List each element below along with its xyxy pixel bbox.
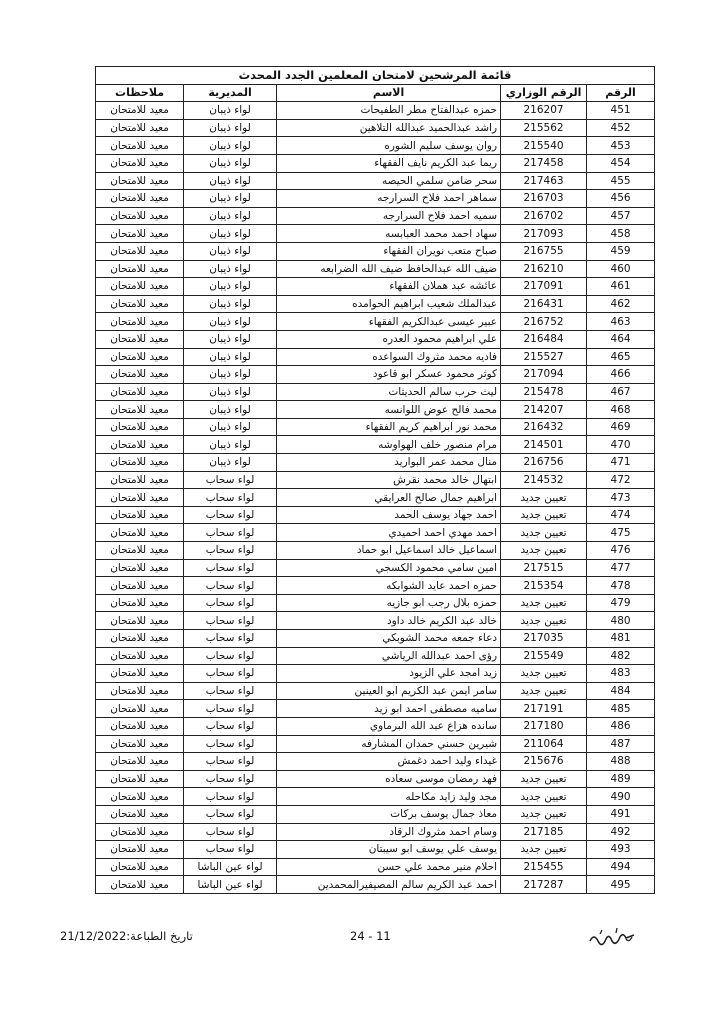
signature-image (586, 925, 638, 949)
cell-name: روان يوسف سليم الشوره (277, 137, 501, 155)
cell-notes: معيد للامتحان (96, 594, 184, 612)
cell-number: 476 (587, 542, 655, 560)
cell-directorate: لواء ذيبان (184, 260, 277, 278)
candidates-table (95, 66, 655, 894)
cell-ministry-number: 216210 (501, 260, 587, 278)
cell-number: 473 (587, 489, 655, 507)
cell-number: 489 (587, 770, 655, 788)
table-row (96, 630, 655, 648)
cell-name: ساميه مصطفى احمد ابو زيد (277, 700, 501, 718)
cell-notes: معيد للامتحان (96, 805, 184, 823)
table-row (96, 242, 655, 260)
cell-number: 477 (587, 559, 655, 577)
cell-name: احمد جهاد يوسف الحمد (277, 506, 501, 524)
cell-name: يوسف علي يوسف ابو سيبتان (277, 841, 501, 859)
cell-notes: معيد للامتحان (96, 225, 184, 243)
cell-notes: معيد للامتحان (96, 401, 184, 419)
cell-name: رؤى احمد عبدالله الرياشي (277, 647, 501, 665)
cell-name: راشد عبدالحميد عبدالله التلاهين (277, 119, 501, 137)
cell-name: اسماعيل خالد اسماعيل ابو حماد (277, 542, 501, 560)
cell-notes: معيد للامتحان (96, 295, 184, 313)
table-body (96, 102, 655, 894)
cell-directorate: لواء سحاب (184, 735, 277, 753)
cell-notes: معيد للامتحان (96, 841, 184, 859)
cell-number: 487 (587, 735, 655, 753)
cell-notes: معيد للامتحان (96, 278, 184, 296)
cell-number: 494 (587, 858, 655, 876)
cell-ministry-number: 214207 (501, 401, 587, 419)
cell-name: محمد نور ابراهيم كريم الفقهاء (277, 418, 501, 436)
cell-number: 459 (587, 242, 655, 260)
cell-ministry-number: 216703 (501, 190, 587, 208)
cell-number: 493 (587, 841, 655, 859)
cell-ministry-number: تعيين جديد (501, 805, 587, 823)
cell-name: ابراهيم جمال صالح العرايقي (277, 489, 501, 507)
table-row (96, 559, 655, 577)
table-row (96, 366, 655, 384)
cell-ministry-number: تعيين جديد (501, 506, 587, 524)
table-row (96, 612, 655, 630)
cell-directorate: لواء سحاب (184, 805, 277, 823)
cell-number: 480 (587, 612, 655, 630)
table-row (96, 348, 655, 366)
cell-directorate: لواء سحاب (184, 788, 277, 806)
table-row (96, 172, 655, 190)
cell-ministry-number: 217191 (501, 700, 587, 718)
table-row (96, 313, 655, 331)
cell-ministry-number: تعيين جديد (501, 682, 587, 700)
cell-notes: معيد للامتحان (96, 665, 184, 683)
cell-number: 454 (587, 154, 655, 172)
table-row (96, 524, 655, 542)
cell-number: 490 (587, 788, 655, 806)
table-row (96, 665, 655, 683)
cell-number: 470 (587, 436, 655, 454)
cell-notes: معيد للامتحان (96, 454, 184, 472)
cell-ministry-number: تعيين جديد (501, 542, 587, 560)
cell-name: غيداء وليد احمد دغمش (277, 753, 501, 771)
table-row (96, 278, 655, 296)
cell-ministry-number: تعيين جديد (501, 665, 587, 683)
cell-directorate: لواء سحاب (184, 665, 277, 683)
table-row (96, 682, 655, 700)
cell-ministry-number: 216431 (501, 295, 587, 313)
cell-notes: معيد للامتحان (96, 700, 184, 718)
cell-directorate: لواء ذيبان (184, 330, 277, 348)
cell-number: 466 (587, 366, 655, 384)
cell-number: 478 (587, 577, 655, 595)
cell-notes: معيد للامتحان (96, 137, 184, 155)
cell-directorate: لواء سحاب (184, 542, 277, 560)
cell-notes: معيد للامتحان (96, 506, 184, 524)
table-row (96, 594, 655, 612)
table-row (96, 454, 655, 472)
cell-ministry-number: 216755 (501, 242, 587, 260)
cell-notes: معيد للامتحان (96, 612, 184, 630)
cell-number: 471 (587, 454, 655, 472)
cell-name: كوثر محمود عسكر ابو قاعود (277, 366, 501, 384)
cell-number: 469 (587, 418, 655, 436)
cell-number: 468 (587, 401, 655, 419)
cell-directorate: لواء سحاب (184, 594, 277, 612)
cell-directorate: لواء سحاب (184, 559, 277, 577)
cell-directorate: لواء ذيبان (184, 418, 277, 436)
cell-notes: معيد للامتحان (96, 788, 184, 806)
cell-notes: معيد للامتحان (96, 471, 184, 489)
cell-number: 475 (587, 524, 655, 542)
header-notes: ملاحظات (96, 84, 184, 102)
cell-notes: معيد للامتحان (96, 770, 184, 788)
cell-directorate: لواء عين الباشا (184, 876, 277, 894)
cell-directorate: لواء سحاب (184, 612, 277, 630)
cell-name: فاديه محمد مثروك السواعده (277, 348, 501, 366)
cell-directorate: لواء ذيبان (184, 454, 277, 472)
cell-notes: معيد للامتحان (96, 823, 184, 841)
cell-directorate: لواء سحاب (184, 471, 277, 489)
cell-notes: معيد للامتحان (96, 577, 184, 595)
cell-notes: معيد للامتحان (96, 647, 184, 665)
cell-number: 456 (587, 190, 655, 208)
cell-name: امين سامي محمود الكسجي (277, 559, 501, 577)
cell-notes: معيد للامتحان (96, 717, 184, 735)
cell-name: صباح متعب نويران الفقهاء (277, 242, 501, 260)
cell-number: 462 (587, 295, 655, 313)
cell-name: خالد عبد الكريم خالد داود (277, 612, 501, 630)
cell-name: سحر ضامن سلمي الحيصه (277, 172, 501, 190)
cell-notes: معيد للامتحان (96, 154, 184, 172)
table-row (96, 102, 655, 120)
cell-name: سهاد احمد محمد العبابسه (277, 225, 501, 243)
cell-directorate: لواء ذيبان (184, 383, 277, 401)
cell-directorate: لواء ذيبان (184, 154, 277, 172)
cell-ministry-number: تعيين جديد (501, 594, 587, 612)
cell-number: 485 (587, 700, 655, 718)
cell-number: 451 (587, 102, 655, 120)
cell-ministry-number: 215455 (501, 858, 587, 876)
cell-notes: معيد للامتحان (96, 260, 184, 278)
cell-number: 452 (587, 119, 655, 137)
cell-directorate: لواء ذيبان (184, 366, 277, 384)
cell-ministry-number: 217287 (501, 876, 587, 894)
cell-name: محمد فالح عوض اللوانسه (277, 401, 501, 419)
cell-notes: معيد للامتحان (96, 753, 184, 771)
table-row (96, 225, 655, 243)
cell-notes: معيد للامتحان (96, 242, 184, 260)
cell-name: حمزه عبدالفتاح مطر الطفيحات (277, 102, 501, 120)
cell-ministry-number: تعيين جديد (501, 524, 587, 542)
cell-directorate: لواء ذيبان (184, 278, 277, 296)
cell-notes: معيد للامتحان (96, 735, 184, 753)
cell-ministry-number: تعيين جديد (501, 612, 587, 630)
table-row (96, 207, 655, 225)
table-row (96, 418, 655, 436)
cell-number: 463 (587, 313, 655, 331)
cell-directorate: لواء ذيبان (184, 348, 277, 366)
cell-name: حمزه بلال رجب ابو جازيه (277, 594, 501, 612)
cell-name: علي ابراهيم محمود العدره (277, 330, 501, 348)
cell-ministry-number: 216432 (501, 418, 587, 436)
table-row (96, 401, 655, 419)
table-row (96, 436, 655, 454)
cell-name: ضيف الله عبدالحافظ ضيف الله الضرابعه (277, 260, 501, 278)
table-row (96, 770, 655, 788)
cell-directorate: لواء سحاب (184, 700, 277, 718)
cell-ministry-number: 217515 (501, 559, 587, 577)
cell-directorate: لواء ذيبان (184, 242, 277, 260)
cell-name: وسام احمد مثروك الرقاد (277, 823, 501, 841)
table-row (96, 735, 655, 753)
cell-ministry-number: 216756 (501, 454, 587, 472)
cell-ministry-number: 215540 (501, 137, 587, 155)
cell-directorate: لواء سحاب (184, 577, 277, 595)
table-header-row (96, 84, 655, 102)
cell-ministry-number: تعيين جديد (501, 788, 587, 806)
cell-notes: معيد للامتحان (96, 630, 184, 648)
cell-directorate: لواء ذيبان (184, 295, 277, 313)
cell-name: عائشه عبد هملان الفقهاء (277, 278, 501, 296)
cell-directorate: لواء سحاب (184, 630, 277, 648)
cell-name: فهد رمضان موسى سعاده (277, 770, 501, 788)
cell-name: معاذ جمال يوسف بركات (277, 805, 501, 823)
cell-ministry-number: 217185 (501, 823, 587, 841)
cell-directorate: لواء ذيبان (184, 190, 277, 208)
table-row (96, 506, 655, 524)
cell-directorate: لواء ذيبان (184, 172, 277, 190)
cell-directorate: لواء سحاب (184, 753, 277, 771)
cell-ministry-number: 214501 (501, 436, 587, 454)
table-row (96, 788, 655, 806)
cell-directorate: لواء ذيبان (184, 313, 277, 331)
cell-number: 486 (587, 717, 655, 735)
cell-directorate: لواء سحاب (184, 841, 277, 859)
table-row (96, 542, 655, 560)
cell-ministry-number: 216207 (501, 102, 587, 120)
cell-name: احمد عبد الكريم سالم المصيفيرالمحمدين (277, 876, 501, 894)
table-row (96, 647, 655, 665)
cell-name: مرام منصور خلف الهواوشه (277, 436, 501, 454)
cell-number: 460 (587, 260, 655, 278)
cell-ministry-number: تعيين جديد (501, 489, 587, 507)
cell-ministry-number: 214532 (501, 471, 587, 489)
cell-notes: معيد للامتحان (96, 858, 184, 876)
cell-notes: معيد للامتحان (96, 313, 184, 331)
table-row (96, 753, 655, 771)
cell-directorate: لواء ذيبان (184, 436, 277, 454)
cell-number: 453 (587, 137, 655, 155)
table-row (96, 383, 655, 401)
cell-directorate: لواء سحاب (184, 717, 277, 735)
cell-directorate: لواء عين الباشا (184, 858, 277, 876)
cell-directorate: لواء سحاب (184, 647, 277, 665)
cell-number: 465 (587, 348, 655, 366)
cell-name: دعاء جمعه محمد الشوبكي (277, 630, 501, 648)
cell-ministry-number: 216484 (501, 330, 587, 348)
cell-notes: معيد للامتحان (96, 876, 184, 894)
cell-name: ابتهال خالد محمد نقرش (277, 471, 501, 489)
header-number: الرقم (587, 84, 655, 102)
cell-directorate: لواء سحاب (184, 506, 277, 524)
table-row (96, 330, 655, 348)
cell-ministry-number: تعيين جديد (501, 770, 587, 788)
cell-number: 488 (587, 753, 655, 771)
cell-ministry-number: 217035 (501, 630, 587, 648)
cell-number: 455 (587, 172, 655, 190)
cell-directorate: لواء ذيبان (184, 225, 277, 243)
cell-number: 458 (587, 225, 655, 243)
table-row (96, 858, 655, 876)
cell-number: 484 (587, 682, 655, 700)
cell-notes: معيد للامتحان (96, 436, 184, 454)
cell-notes: معيد للامتحان (96, 119, 184, 137)
cell-ministry-number: 211064 (501, 735, 587, 753)
cell-ministry-number: 215527 (501, 348, 587, 366)
cell-ministry-number: 215562 (501, 119, 587, 137)
cell-name: احمد مهدي احمد احميدي (277, 524, 501, 542)
cell-ministry-number: 216752 (501, 313, 587, 331)
cell-notes: معيد للامتحان (96, 366, 184, 384)
cell-ministry-number: 215676 (501, 753, 587, 771)
cell-ministry-number: 215354 (501, 577, 587, 595)
table-title: قائمة المرشحين لامتحان المعلمين الجدد المحدث (96, 67, 655, 85)
cell-name: سانده هزاع عبد الله البرماوي (277, 717, 501, 735)
page-footer (0, 925, 724, 949)
cell-directorate: لواء سحاب (184, 682, 277, 700)
cell-number: 483 (587, 665, 655, 683)
cell-number: 482 (587, 647, 655, 665)
table-row (96, 119, 655, 137)
cell-number: 492 (587, 823, 655, 841)
cell-number: 461 (587, 278, 655, 296)
page-number: 24 - 11 (350, 929, 391, 943)
cell-notes: معيد للامتحان (96, 559, 184, 577)
table-row (96, 190, 655, 208)
cell-directorate: لواء ذيبان (184, 119, 277, 137)
table-row (96, 841, 655, 859)
cell-name: زيد امجد علي الزيود (277, 665, 501, 683)
cell-directorate: لواء ذيبان (184, 137, 277, 155)
cell-notes: معيد للامتحان (96, 682, 184, 700)
table-row (96, 295, 655, 313)
cell-directorate: لواء سحاب (184, 524, 277, 542)
cell-name: سماهر احمد فلاح السرارجه (277, 190, 501, 208)
cell-directorate: لواء ذيبان (184, 401, 277, 419)
table-row (96, 700, 655, 718)
cell-name: حمزه احمد عايد الشوابكه (277, 577, 501, 595)
cell-notes: معيد للامتحان (96, 330, 184, 348)
cell-name: سامر ايمن عبد الكريم ابو العينين (277, 682, 501, 700)
cell-notes: معيد للامتحان (96, 542, 184, 560)
table-row (96, 805, 655, 823)
cell-ministry-number: 215478 (501, 383, 587, 401)
cell-notes: معيد للامتحان (96, 524, 184, 542)
cell-directorate: لواء سحاب (184, 489, 277, 507)
print-date: تاريخ الطباعة:21/12/2022 (60, 929, 193, 943)
cell-ministry-number: 217458 (501, 154, 587, 172)
cell-name: احلام منير محمد علي حسن (277, 858, 501, 876)
cell-notes: معيد للامتحان (96, 172, 184, 190)
cell-ministry-number: 217094 (501, 366, 587, 384)
cell-number: 495 (587, 876, 655, 894)
table-row (96, 577, 655, 595)
cell-ministry-number: 217091 (501, 278, 587, 296)
header-directorate: المديرية (184, 84, 277, 102)
cell-notes: معيد للامتحان (96, 489, 184, 507)
table-row (96, 717, 655, 735)
cell-number: 467 (587, 383, 655, 401)
cell-ministry-number: 217180 (501, 717, 587, 735)
cell-notes: معيد للامتحان (96, 418, 184, 436)
cell-number: 464 (587, 330, 655, 348)
header-name: الاسم (277, 84, 501, 102)
cell-directorate: لواء ذيبان (184, 102, 277, 120)
cell-ministry-number: 216702 (501, 207, 587, 225)
cell-notes: معيد للامتحان (96, 348, 184, 366)
cell-name: سميه احمد فلاح السرارجه (277, 207, 501, 225)
table-row (96, 137, 655, 155)
cell-number: 472 (587, 471, 655, 489)
cell-notes: معيد للامتحان (96, 207, 184, 225)
cell-directorate: لواء ذيبان (184, 207, 277, 225)
cell-directorate: لواء سحاب (184, 770, 277, 788)
table-row (96, 489, 655, 507)
cell-number: 481 (587, 630, 655, 648)
cell-name: ريما عبد الكريم نايف الفقهاء (277, 154, 501, 172)
cell-ministry-number: 215549 (501, 647, 587, 665)
cell-notes: معيد للامتحان (96, 383, 184, 401)
table-row (96, 471, 655, 489)
table-row (96, 876, 655, 894)
cell-name: عبير عيسى عبدالكريم الفقهاء (277, 313, 501, 331)
table-row (96, 154, 655, 172)
cell-notes: معيد للامتحان (96, 102, 184, 120)
cell-number: 491 (587, 805, 655, 823)
cell-name: عبدالملك شعيب ابراهيم الحوامده (277, 295, 501, 313)
cell-number: 479 (587, 594, 655, 612)
header-ministry-number: الرقم الوزاري (501, 84, 587, 102)
cell-name: ليث حرب سالم الحديثات (277, 383, 501, 401)
cell-ministry-number: 217463 (501, 172, 587, 190)
cell-number: 474 (587, 506, 655, 524)
cell-name: مجد وليد زايد مكاحله (277, 788, 501, 806)
cell-ministry-number: تعيين جديد (501, 841, 587, 859)
cell-notes: معيد للامتحان (96, 190, 184, 208)
table-row (96, 823, 655, 841)
table-title-row (96, 67, 655, 85)
cell-number: 457 (587, 207, 655, 225)
cell-name: منال محمد عمر البواريد (277, 454, 501, 472)
table-row (96, 260, 655, 278)
cell-directorate: لواء سحاب (184, 823, 277, 841)
cell-ministry-number: 217093 (501, 225, 587, 243)
cell-name: شيرين حسني حمدان المشارفه (277, 735, 501, 753)
